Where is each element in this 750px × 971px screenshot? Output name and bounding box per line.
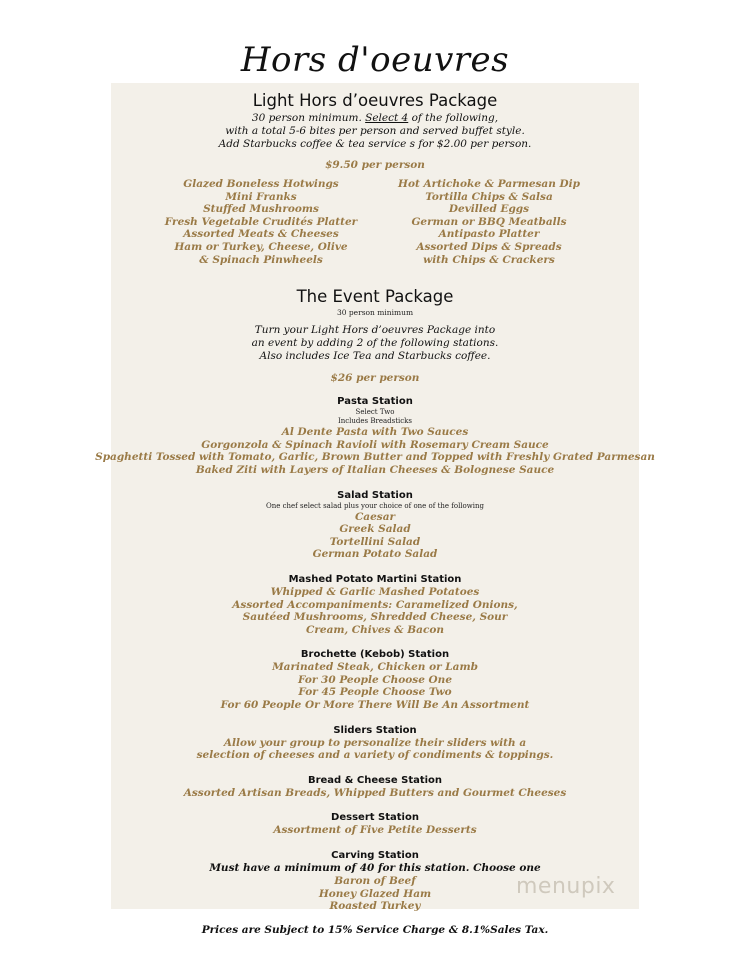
list-item: & Spinach Pinwheels	[199, 253, 323, 266]
station-note: Select Two	[355, 408, 395, 417]
station-title: Sliders Station	[333, 724, 417, 736]
event-package-desc-2: an event by adding 2 of the following stations.	[251, 337, 499, 350]
station-title: Dessert Station	[331, 812, 419, 824]
desc-underline: Select 4	[365, 112, 409, 124]
light-items-left	[161, 178, 361, 266]
station-note: Must have a minimum of 40 for this station. Choose one	[209, 862, 541, 875]
list-item: Fresh Vegetable Crudités Platter	[164, 215, 358, 228]
light-package-desc-3: Add Starbucks coffee & tea service s for $2.00 per person.	[218, 138, 532, 150]
list-item: Baron of Beef	[334, 875, 416, 888]
station-title: Carving Station	[331, 850, 419, 862]
light-package-items	[0, 178, 750, 266]
list-item: Tortellini Salad	[329, 535, 421, 548]
list-item: Marinated Steak, Chicken or Lamb	[272, 661, 478, 674]
list-item: For 45 People Choose Two	[298, 686, 452, 699]
list-item: Allow your group to personalize their sliders with a	[223, 736, 527, 749]
list-item: Assortment of Five Petite Desserts	[273, 824, 477, 837]
list-item: Cream, Chives & Bacon	[306, 623, 444, 636]
dessert-station	[0, 811, 750, 837]
event-package-desc-3: Also includes Ice Tea and Starbucks coffee.	[259, 350, 491, 363]
brochette-station	[0, 648, 750, 711]
list-item: Caesar	[354, 510, 396, 523]
list-item: Greek Salad	[339, 523, 411, 536]
list-item: German or BBQ Meatballs	[411, 215, 567, 228]
list-item: For 60 People Or More There Will Be An Assortment	[220, 699, 530, 712]
list-item: Glazed Boneless Hotwings	[183, 178, 339, 190]
light-package-price: $9.50 per person	[325, 159, 425, 171]
list-item: Al Dente Pasta with Two Sauces	[281, 426, 469, 439]
list-item: Assorted Artisan Breads, Whipped Butters and Gourmet Cheeses	[183, 786, 567, 799]
list-item: German Potato Salad	[312, 548, 438, 561]
list-item: Hot Artichoke & Parmesan Dip	[398, 178, 580, 190]
list-item: Antipasto Platter	[438, 228, 540, 241]
station-title: Bread & Cheese Station	[307, 774, 443, 786]
mashed-potato-station	[0, 573, 750, 636]
station-note: Includes Breadsticks	[337, 417, 413, 426]
list-item: Devilled Eggs	[448, 203, 530, 216]
station-title: Brochette (Kebob) Station	[300, 649, 450, 661]
list-item: Roasted Turkey	[329, 900, 421, 913]
list-item: Assorted Dips & Spreads	[416, 240, 562, 253]
event-package-desc-1: Turn your Light Hors d’oeuvres Package into	[254, 324, 496, 337]
light-package-desc-1	[0, 112, 750, 125]
station-title: Pasta Station	[337, 396, 413, 408]
sliders-station	[0, 724, 750, 762]
list-item: selection of cheeses and a variety of condiments & toppings.	[196, 749, 554, 762]
salad-station	[0, 489, 750, 561]
menu-content	[0, 90, 750, 913]
list-item: Mini Franks	[225, 190, 297, 203]
list-item: Whipped & Garlic Mashed Potatoes	[270, 585, 480, 598]
event-package-minimum: 30 person minimum	[336, 308, 414, 318]
pasta-station	[0, 395, 750, 476]
footer-note: Prices are Subject to 15% Service Charge & 8.1%Sales Tax.	[201, 924, 549, 936]
list-item: Gorgonzola & Spinach Ravioli with Rosemary Cream Sauce	[201, 438, 549, 451]
page-title: Hors d'oeuvres	[240, 40, 510, 80]
list-item: Honey Glazed Ham	[318, 887, 432, 900]
list-item: Stuffed Mushrooms	[203, 203, 319, 216]
station-title: Mashed Potato Martini Station	[288, 573, 462, 585]
list-item: Tortilla Chips & Salsa	[425, 190, 553, 203]
station-title: Salad Station	[337, 489, 413, 501]
light-package-desc-2: with a total 5-6 bites per person and served buffet style.	[225, 125, 525, 137]
list-item: Ham or Turkey, Cheese, Olive	[174, 240, 348, 253]
event-package-title: The Event Package	[296, 287, 454, 307]
station-note: One chef select salad plus your choice of one of the following	[266, 501, 484, 510]
watermark-logo: menupix	[516, 874, 616, 899]
list-item: For 30 People Choose One	[297, 673, 452, 686]
list-item: Assorted Accompaniments: Caramelized Onions,	[232, 598, 518, 611]
desc-pre: 30 person minimum.	[251, 112, 366, 124]
list-item: Sautéed Mushrooms, Shredded Cheese, Sour	[242, 611, 508, 624]
desc-post: of the following,	[408, 112, 499, 124]
bread-cheese-station	[0, 774, 750, 800]
event-package-price: $26 per person	[330, 372, 420, 385]
light-items-right	[389, 178, 589, 266]
list-item: Spaghetti Tossed with Tomato, Garlic, Brown Butter and Topped with Freshly Grated Parmesan	[95, 451, 655, 464]
list-item: with Chips & Crackers	[423, 253, 555, 266]
carving-station	[0, 849, 750, 913]
list-item: Baked Ziti with Layers of Italian Cheeses & Bolognese Sauce	[195, 463, 555, 476]
light-package-title: Light Hors d’oeuvres Package	[252, 91, 498, 110]
list-item: Assorted Meats & Cheeses	[183, 228, 339, 241]
